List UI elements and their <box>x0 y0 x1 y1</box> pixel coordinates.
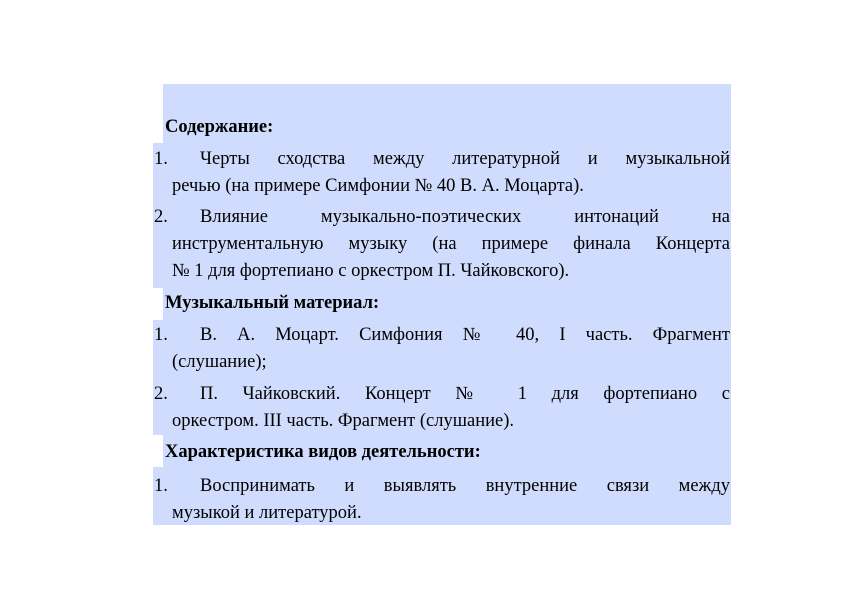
list-item-number: 1. <box>154 149 168 169</box>
section-heading-content: Содержание: <box>165 117 274 137</box>
list-item-number: 2. <box>154 384 168 404</box>
list-item-line: музыкой и литературой. <box>172 503 362 523</box>
section-heading-activities: Характеристика видов деятельности: <box>165 442 481 462</box>
list-item-line: Черты сходства между литературной и музыкальной <box>200 149 730 169</box>
list-item-line: Влияние музыкально-поэтических интонаций на <box>200 207 730 227</box>
list-item-line: Воспринимать и выявлять внутренние связи между <box>200 476 730 496</box>
list-item-line: (слушание); <box>172 352 267 372</box>
list-item-line: П. Чайковский. Концерт № 1 для фортепиано с <box>200 384 730 404</box>
list-item-number: 1. <box>154 325 168 345</box>
section-heading-material: Музыкальный материал: <box>165 293 380 313</box>
list-item-line: № 1 для фортепиано с оркестром П. Чайковского). <box>172 261 570 281</box>
list-item-line: оркестром. III часть. Фрагмент (слушание). <box>172 411 514 431</box>
list-item-line: В. А. Моцарт. Симфония № 40, I часть. Фрагмент <box>200 325 730 345</box>
list-item-number: 1. <box>154 476 168 496</box>
list-item-number: 2. <box>154 207 168 227</box>
list-item-line: инструментальную музыку (на примере финала Концерта <box>172 234 730 254</box>
list-item-line: речью (на примере Симфонии № 40 В. А. Моцарта). <box>172 176 584 196</box>
